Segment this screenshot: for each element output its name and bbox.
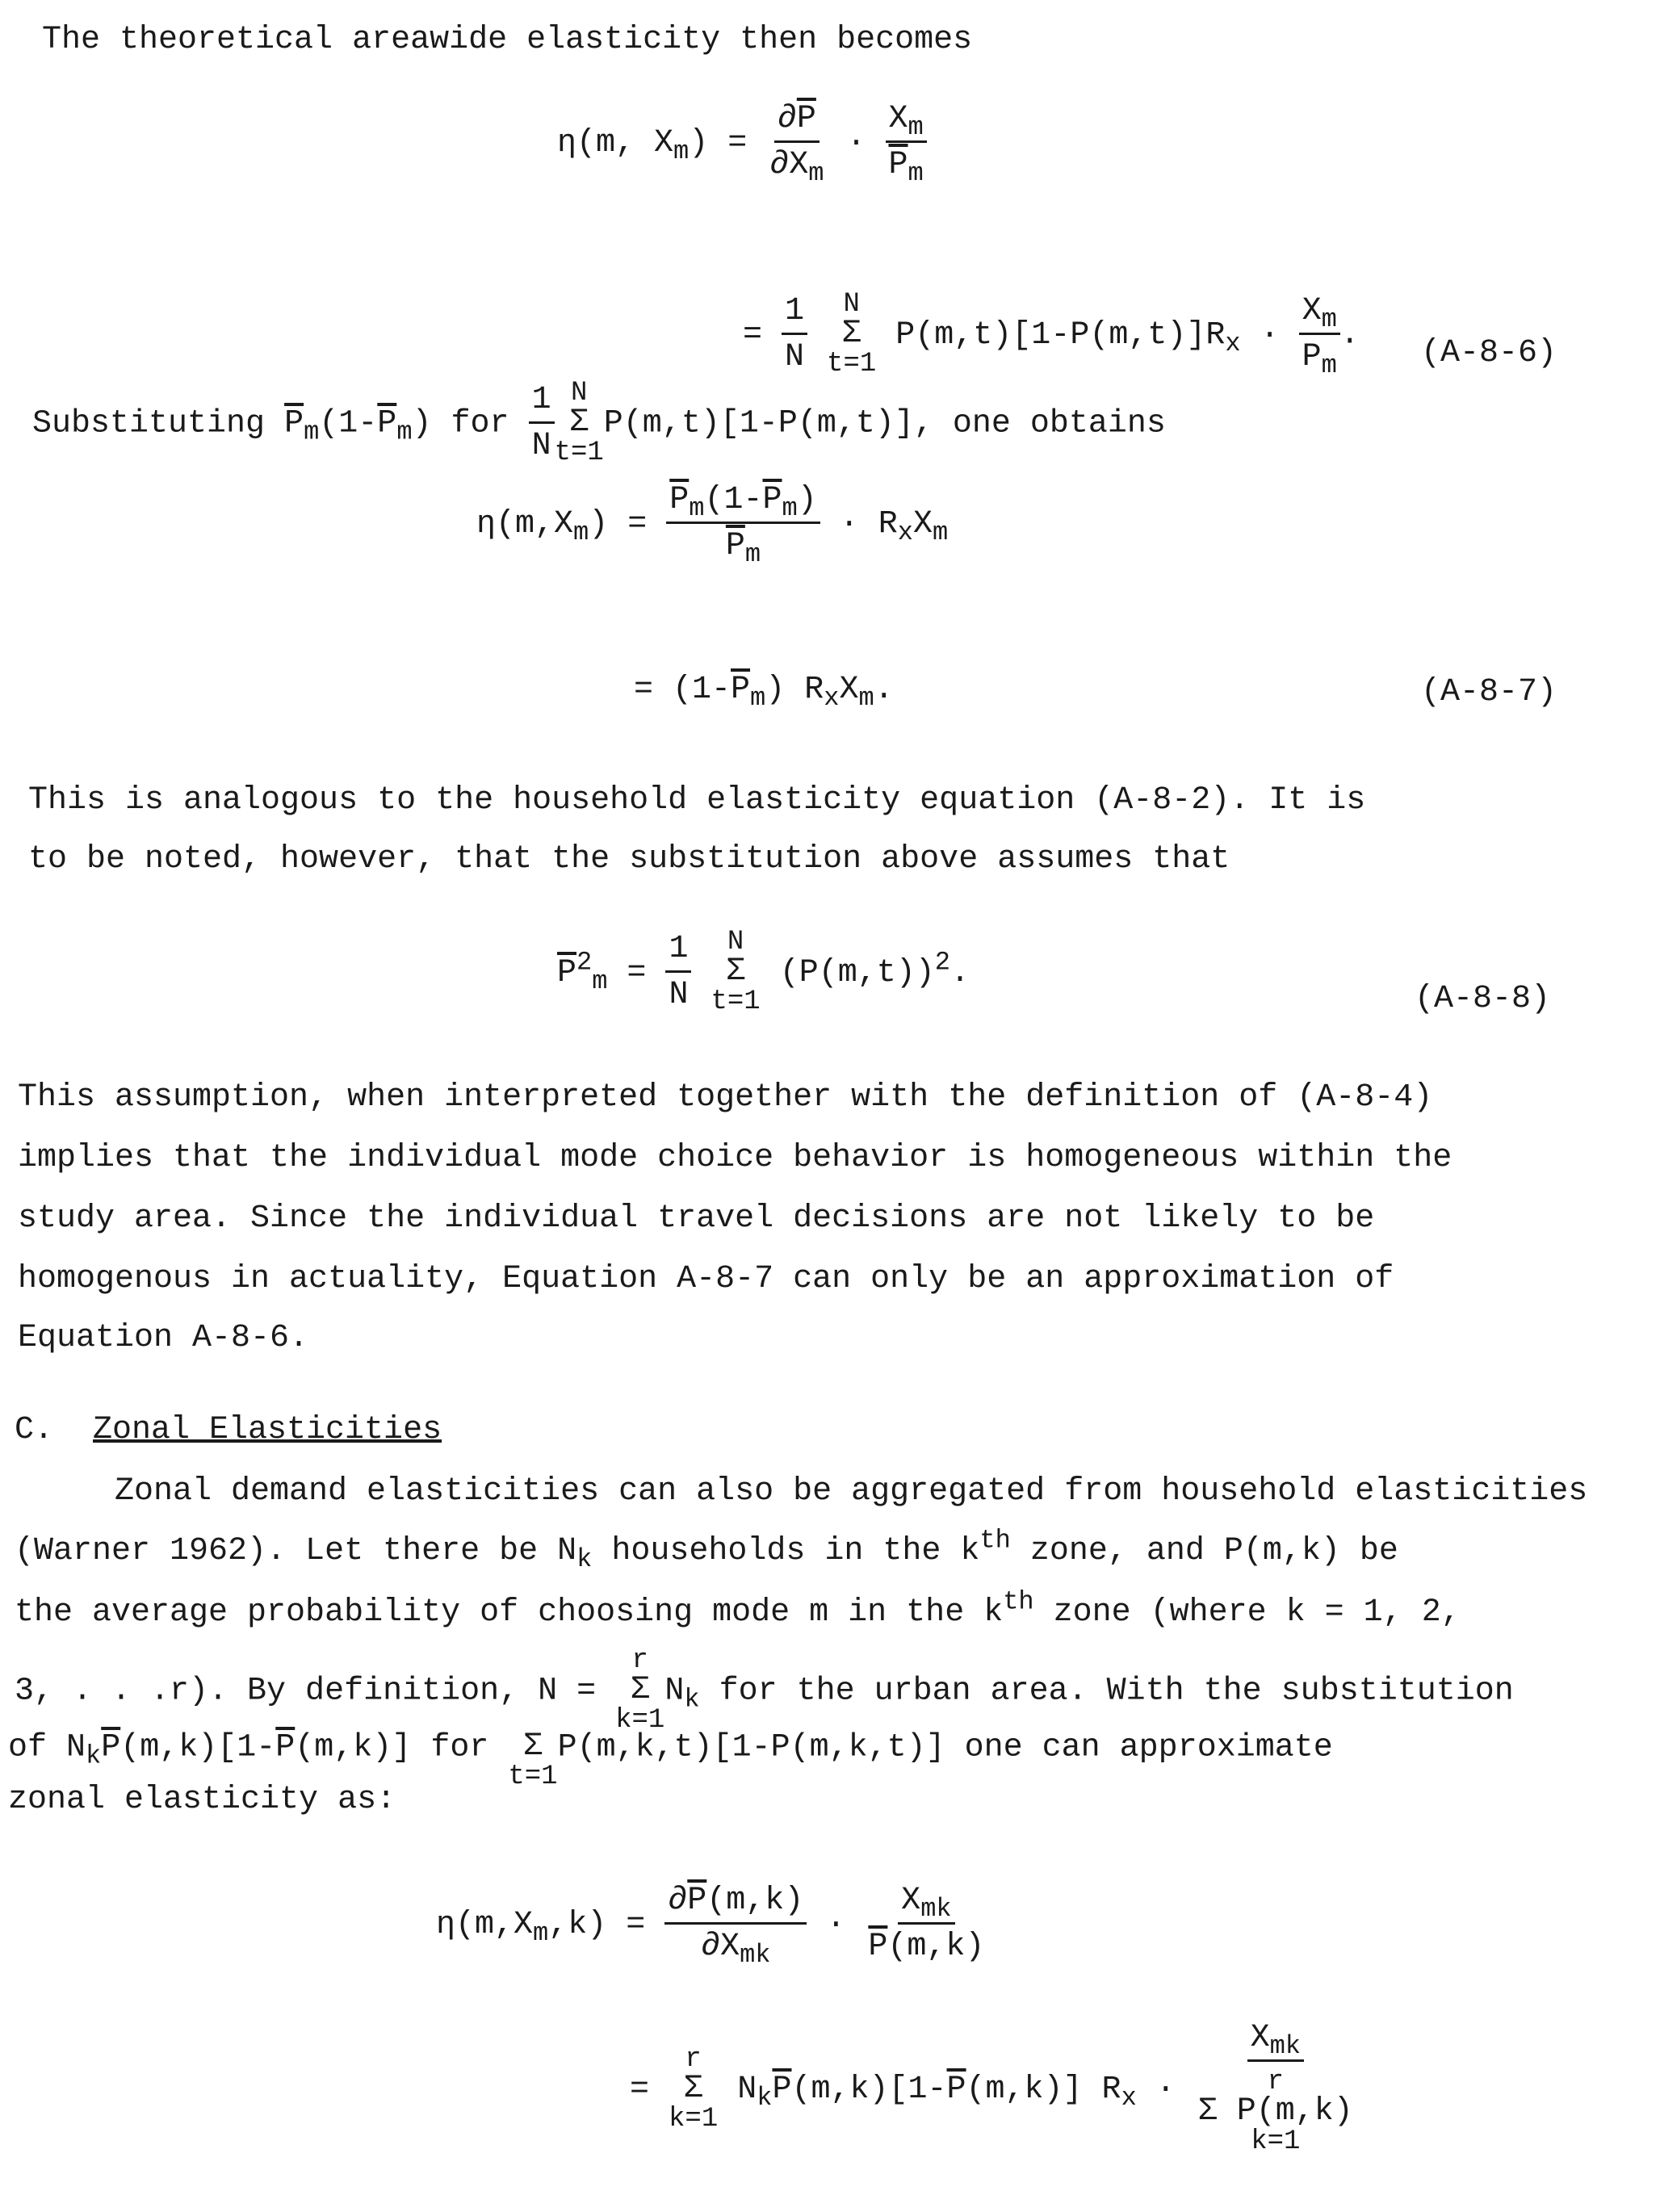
equation-a88: $\overline{P}^2_m$ = $\frac{1}{N}$ N Σ t=1 $(P(m,t))^2$. xyxy=(557,927,970,1017)
zonal-line-5: of $N_k\overline{P}(m,k)[1-\overline{P}(m,k)]$ for Σ t=1 P(m,k,t)[1-P(m,k,t)] one can approximate xyxy=(8,1728,1333,1792)
paragraph-1-line-1: This is analogous to the household elasticity equation (A-8-2). It is xyxy=(28,782,1366,819)
substituting-text: Substituting $\overline{P}_m(1-\overline{P}_m)$ for $\frac{1}{N}$ N Σ t=1 P(m,t)[1-P(m,t)], one obtains xyxy=(32,378,1166,468)
zonal-line-3: the average probability of choosing mode m in the $k^{th}$ zone (where k = 1, 2, xyxy=(15,1586,1461,1631)
equation-a87: = $(1-\overline{P}_m)$ $R_xX_m$. xyxy=(634,672,894,713)
equation-substituted: $\eta(m,X_m)$ = $\frac{\overline{P}_m(1-\overline{P}_m)}{\overline{P}_m}$ · $R_xX_m$ xyxy=(476,482,949,569)
paragraph-2-line-3: study area. Since the individual travel decisions are not likely to be xyxy=(18,1200,1375,1237)
equation-zonal-elasticity: $\eta(m,X_m,k)$ = $\frac{\partial\overline{P}(m,k)}{\partial X_{mk}}$ · $\frac{X_{mk}}{\overline{P}(m,k)}$ xyxy=(436,1883,985,1970)
paragraph-2-line-2: implies that the individual mode choice behavior is homogeneous within the xyxy=(18,1140,1452,1176)
zonal-line-1: Zonal demand elasticities can also be aggregated from household elasticities xyxy=(115,1473,1588,1510)
paragraph-1-line-2: to be noted, however, that the substitution above assumes that xyxy=(28,841,1230,878)
zonal-line-6: zonal elasticity as: xyxy=(8,1782,396,1818)
equation-zonal-sum: = r Σ k=1 $N_k\overline{P}(m,k)[1-\overline{P}(m,k)] R_x$ · $X_{mk}$ r Σ P(m,k) k=1 xyxy=(630,2020,1353,2157)
paragraph-2-line-1: This assumption, when interpreted together with the definition of (A-8-4) xyxy=(18,1079,1433,1116)
paragraph-2-line-4: homogenous in actuality, Equation A-8-7 can only be an approximation of xyxy=(18,1261,1394,1297)
equation-number-a86: (A-8-6) xyxy=(1421,335,1557,371)
intro-text: The theoretical areawide elasticity then becomes xyxy=(42,22,973,58)
equation-areawide-sum: = $\frac{1}{N}$ N Σ t=1 $P(m,t)[1-P(m,t)]R_x$ · $\frac{X_m}{P_m}$ . xyxy=(743,289,1360,380)
equation-areawide-elasticity: η(m, $X_m$) = $\frac{\partial\overline{P}}{\partial X_m}$ · $\frac{X_m}{\overline{P}_m}$ xyxy=(557,103,927,182)
section-title: Zonal Elasticities xyxy=(93,1412,442,1448)
equation-number-a88: (A-8-8) xyxy=(1415,981,1551,1017)
equation-number-a87: (A-8-7) xyxy=(1421,674,1557,710)
paragraph-2-line-5: Equation A-8-6. xyxy=(18,1320,309,1356)
zonal-line-4: 3, . . .r). By definition, N = r Σ k=1 $N_k$ for the urban area. With the substitution xyxy=(15,1645,1514,1736)
zonal-line-2: (Warner 1962). Let there be $N_k$ households in the $k^{th}$ zone, and P(m,k) be xyxy=(15,1525,1398,1574)
section-label: C. xyxy=(15,1412,54,1448)
